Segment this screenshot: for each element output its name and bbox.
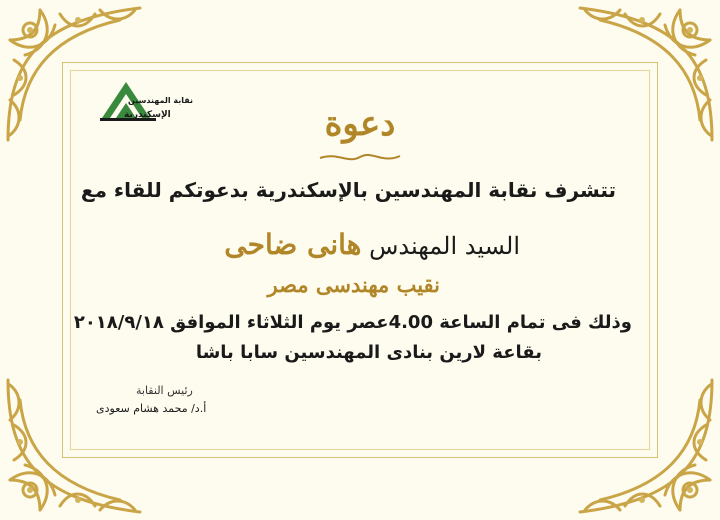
event-details: وذلك فى تمام الساعة 4.00عصر يوم الثلاثاء الموافق ٢٠١٨/٩/١٨ (73, 312, 632, 333)
heading-flourish-icon (318, 150, 402, 164)
guest-title-prefix: السيد المهندس (369, 232, 520, 260)
guest-position: نقيب مهندسى مصر (267, 272, 440, 297)
corner-ornament-icon (570, 370, 720, 520)
event-venue: بقاعة لارين بنادى المهندسين سابا باشا (195, 342, 542, 363)
corner-ornament-icon (0, 370, 150, 520)
guest-name: هانى ضاحى (224, 228, 362, 261)
logo-org-name: نقابة المهندسين (128, 96, 194, 105)
guest-name-row (224, 228, 520, 261)
invitation-heading: دعوة (324, 104, 396, 144)
corner-ornament-icon (570, 0, 720, 150)
signature-title: رئيس النقابة (136, 384, 193, 397)
signature-name: أ.د/ محمد هشام سعودى (96, 402, 207, 415)
intro-text: تتشرف نقابة المهندسين بالإسكندرية بدعوتكم للقاء مع (80, 178, 616, 202)
logo-city: الإسكندرية (124, 110, 171, 120)
